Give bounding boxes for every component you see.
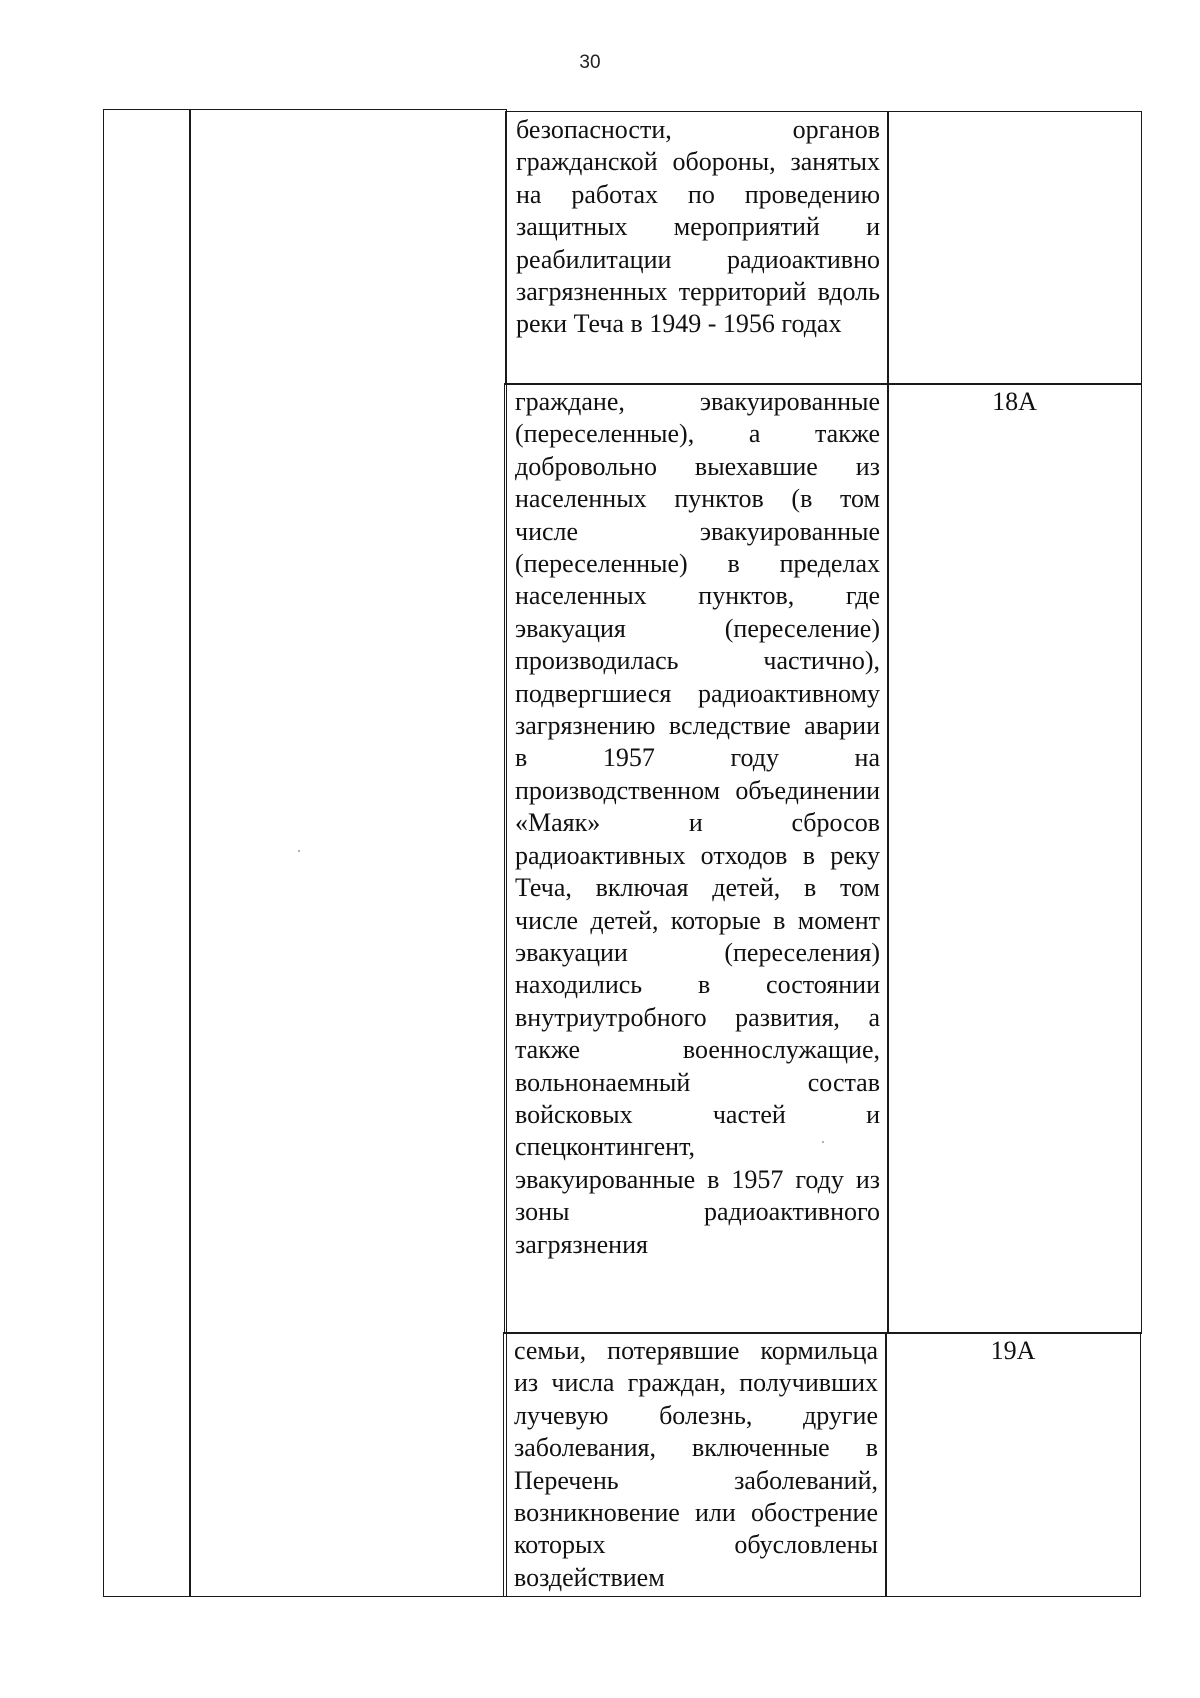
table-row [504,383,889,1334]
scan-speck [822,1141,824,1143]
row-code: 18А [992,387,1037,416]
table-row [505,111,889,385]
table-row [503,1332,887,1597]
scan-speck [298,850,300,852]
row-description: граждане, эвакуированные (переселенные), а также добровольно выехавшие из населенных пунктов (в том числе эвакуированные (переселенные) в пределах населенных пунктов, где эвакуация (переселение) производилась частично), подвергшиеся радиоактивному загрязнению вследствие аварии в 1957 году на производственном объединении «Маяк» и сбросов радиоактивных отходов в реку Теча, включая детей, в том числе детей, которые в момент эвакуации (переселения) находились в состоянии внутриутробного развития, а также военнослужащие, вольнонаемный состав войсковых частей и спецконтингент, эвакуированные в 1957 году из зоны радиоактивного загрязнения [515,387,880,1259]
table-cell-code [887,383,1142,1334]
table-cell-category-column [189,109,507,1597]
table-cell-code [885,1332,1141,1597]
row-description: семьи, потерявшие кормильца из числа граждан, получивших лучевую болезнь, другие заболевания, включенные в Перечень заболеваний, возникновение или обострение которых обусловлены воздействием [514,1336,878,1592]
row-code: 19А [990,1336,1036,1365]
table-cell-code [887,111,1142,385]
row-description: безопасности, органов гражданской обороны, занятых на работах по проведению защитных мероприятий и реабилитации радиоактивно загрязненных территорий вдоль реки Теча в 1949 - 1956 годах [516,115,880,339]
page-number: 30 [579,52,601,73]
table-cell-number-column [103,109,191,1597]
